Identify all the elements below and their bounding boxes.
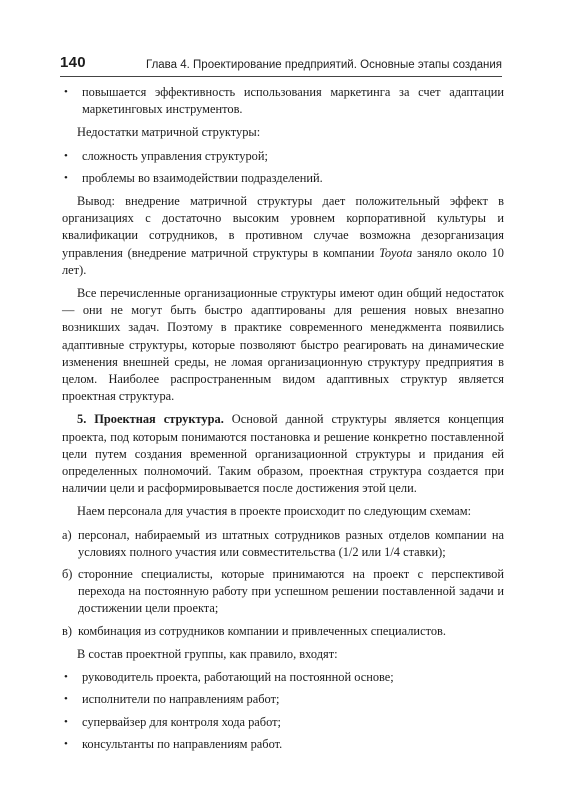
section-heading: 5. Проектная структура. — [77, 412, 224, 427]
page-body — [62, 84, 504, 759]
list-item-text: супервайзер для контроля хода работ; — [82, 714, 281, 729]
paragraph-hiring-intro: Наем персонала для участия в проекте происходит по следующим схемам: — [77, 504, 472, 519]
list-marker: в) — [62, 623, 72, 638]
list-item — [62, 691, 504, 708]
bullet-list-advantages — [62, 84, 504, 118]
bullet-icon: • — [64, 715, 68, 728]
list-item — [62, 669, 504, 686]
bullet-icon: • — [64, 671, 68, 684]
list-item-text: консультанты по направлениям работ. — [82, 736, 283, 751]
list-item-text: персонал, набираемый из штатных сотрудников разных отделов компании на условиях полного участия или совместительства (1/2 или 1/4 ставки); — [78, 527, 504, 559]
bullet-icon: • — [64, 86, 68, 98]
paragraph-conclusion — [62, 193, 504, 279]
running-title: Глава 4. Проектирование предприятий. Основные этапы создания — [145, 59, 502, 71]
list-marker: а) — [62, 527, 72, 542]
list-marker: б) — [62, 567, 73, 582]
list-item-text: сложность управления структурой; — [82, 148, 268, 163]
conclusion-text-start: Вывод: внедрение матричной структуры дает положительный эффект в организациях с достаточно высоким уровнем корпоративной культуры и квалификации сотрудников, в противном случае возможна дезорганизация управления (внедрение матричной структуры в компании — [62, 194, 504, 260]
list-item — [62, 170, 504, 187]
bullet-icon: • — [64, 171, 68, 184]
list-item — [62, 148, 504, 165]
list-item — [62, 84, 504, 118]
paragraph-team-intro: В состав проектной группы, как правило, входят: — [77, 646, 338, 661]
bullet-list-team — [62, 669, 504, 753]
bullet-icon: • — [64, 737, 68, 750]
list-item — [62, 714, 504, 731]
list-item-text: руководитель проекта, работающий на постоянной основе; — [82, 670, 394, 685]
list-item-text: повышается эффективность использования маркетинга за счет адаптации маркетинговых инструментов. — [82, 85, 504, 117]
paragraph-project-structure — [62, 411, 504, 497]
list-item — [62, 736, 504, 753]
bullet-icon: • — [64, 149, 68, 162]
bullet-icon: • — [64, 693, 68, 706]
list-item-text: проблемы во взаимодействии подразделений. — [82, 170, 323, 185]
conclusion-text-end: заняло около 10 лет). — [62, 245, 504, 277]
page-header — [60, 50, 502, 77]
list-item — [62, 566, 504, 618]
list-item-text: сторонние специалисты, которые принимаются на проект с перспективой перехода на постоянную работу при успешном решении поставленной задачи и достижении цели проекта; — [78, 567, 504, 616]
list-item — [62, 527, 504, 561]
paragraph-disadvantages-intro: Недостатки матричной структуры: — [77, 125, 261, 140]
company-name: Toyota — [379, 245, 413, 260]
hiring-schemes-list — [62, 527, 504, 640]
list-item-text: комбинация из сотрудников компании и привлеченных специалистов. — [78, 623, 446, 638]
list-item — [62, 623, 504, 640]
paragraph-adaptive-structures: Все перечисленные организационные структуры имеют один общий недостаток — они не могут быть быстро адаптированы для решения новых внезапно возникших задач. Поэтому в практике современного менеджмента появились адаптивные структуры, которые позволяют быстро реагировать на динамические изменения внешней среды, не ломая организационную структуру предприятия в целом. Наиболее распространенным видом адаптивных структур является проектная структура. — [62, 286, 504, 404]
list-item-text: исполнители по направлениям работ; — [82, 692, 280, 707]
bullet-list-disadvantages — [62, 148, 504, 187]
page-number: 140 — [60, 54, 86, 71]
project-structure-text: Основой данной структуры является концепция проекта, под которым понимаются постановка и решение конкретно поставленной цели путем создания временной организационной структуры и придания ей определенных полномочий. Таким образом, проектная структура создается при наличии цели и расформировывается после достижения этой цели. — [62, 412, 505, 496]
